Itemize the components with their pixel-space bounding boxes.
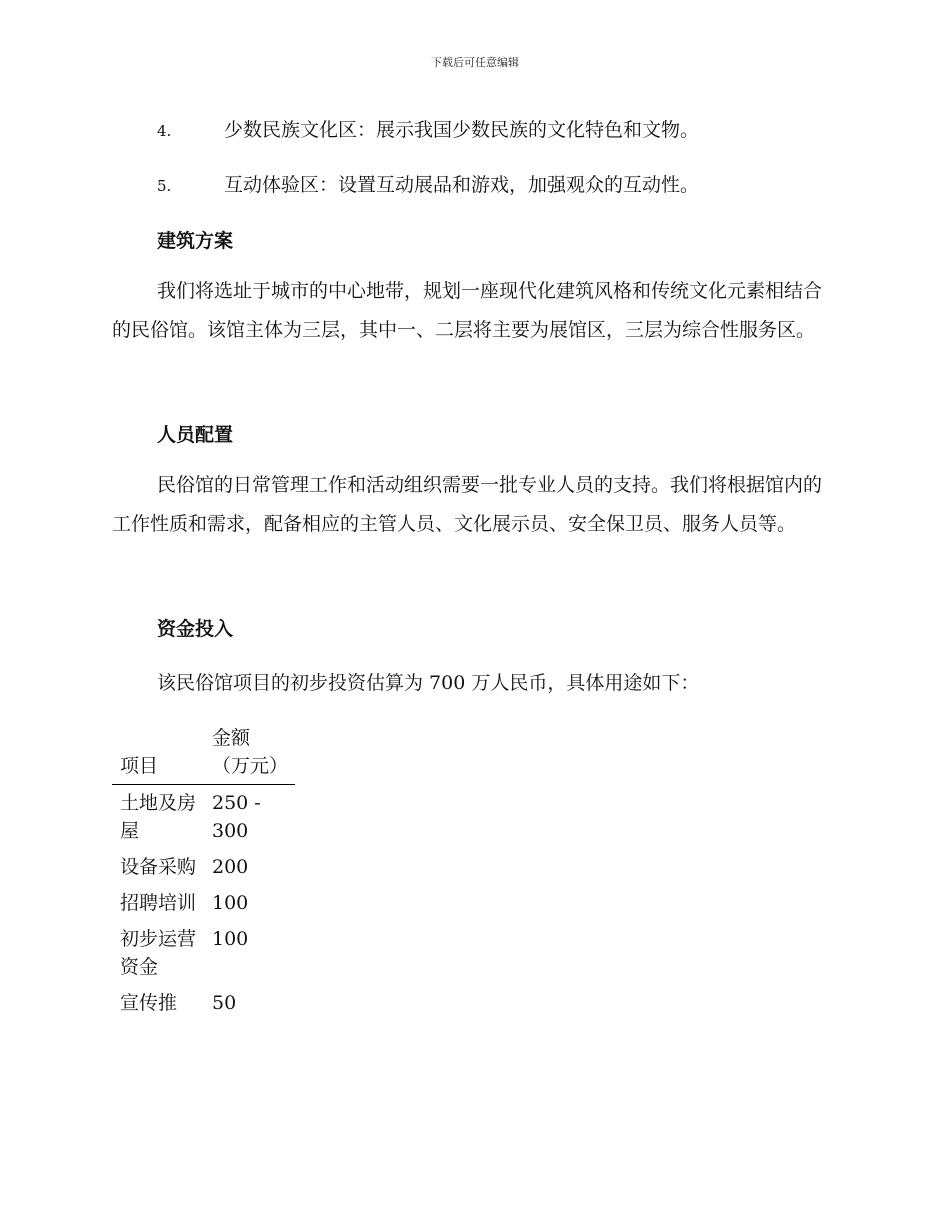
paragraph-architecture: 我们将选址于城市的中心地带，规划一座现代化建筑风格和传统文化元素相结合的民俗馆。该馆主体为三层，其中一、二层将主要为展馆区，三层为综合性服务区。	[112, 280, 823, 341]
cell-amount: 250 - 300	[212, 792, 261, 842]
budget-table	[112, 720, 295, 1021]
list-text: 少数民族文化区：展示我国少数民族的文化特色和文物。	[224, 119, 700, 141]
table-header-row	[112, 720, 295, 785]
table-row	[112, 921, 295, 985]
table-row	[112, 849, 295, 885]
list-number: 4.	[157, 122, 172, 140]
section-heading-staffing: 人员配置	[157, 424, 234, 446]
cell-item: 初步运营资金	[120, 928, 197, 978]
table-row	[112, 785, 295, 850]
paragraph-staffing: 民俗馆的日常管理工作和活动组织需要一批专业人员的支持。我们将根据馆内的工作性质和需求，配备相应的主管人员、文化展示员、安全保卫员、服务人员等。	[112, 474, 823, 535]
list-number: 5.	[157, 177, 172, 195]
cell-amount: 100	[212, 928, 249, 950]
cell-item: 招聘培训	[120, 892, 197, 914]
column-header-item: 项目	[112, 720, 204, 785]
paragraph-funding: 该民俗馆项目的初步投资估算为 700 万人民币，具体用途如下：	[157, 672, 700, 694]
cell-item: 设备采购	[120, 856, 197, 878]
cell-amount: 50	[212, 992, 237, 1014]
list-item	[157, 170, 699, 197]
table-row	[112, 885, 295, 921]
page-header: 下载后可任意编辑	[431, 56, 519, 69]
cell-amount: 200	[212, 856, 249, 878]
column-header-amount: 金额（万元）	[204, 720, 295, 785]
section-heading-architecture: 建筑方案	[157, 230, 234, 252]
cell-item: 宣传推	[120, 992, 178, 1014]
section-heading-funding: 资金投入	[157, 618, 234, 640]
list-item	[157, 115, 699, 142]
list-text: 互动体验区：设置互动展品和游戏，加强观众的互动性。	[224, 174, 700, 196]
table-row	[112, 985, 295, 1021]
cell-item: 土地及房屋	[120, 792, 197, 842]
cell-amount: 100	[212, 892, 249, 914]
